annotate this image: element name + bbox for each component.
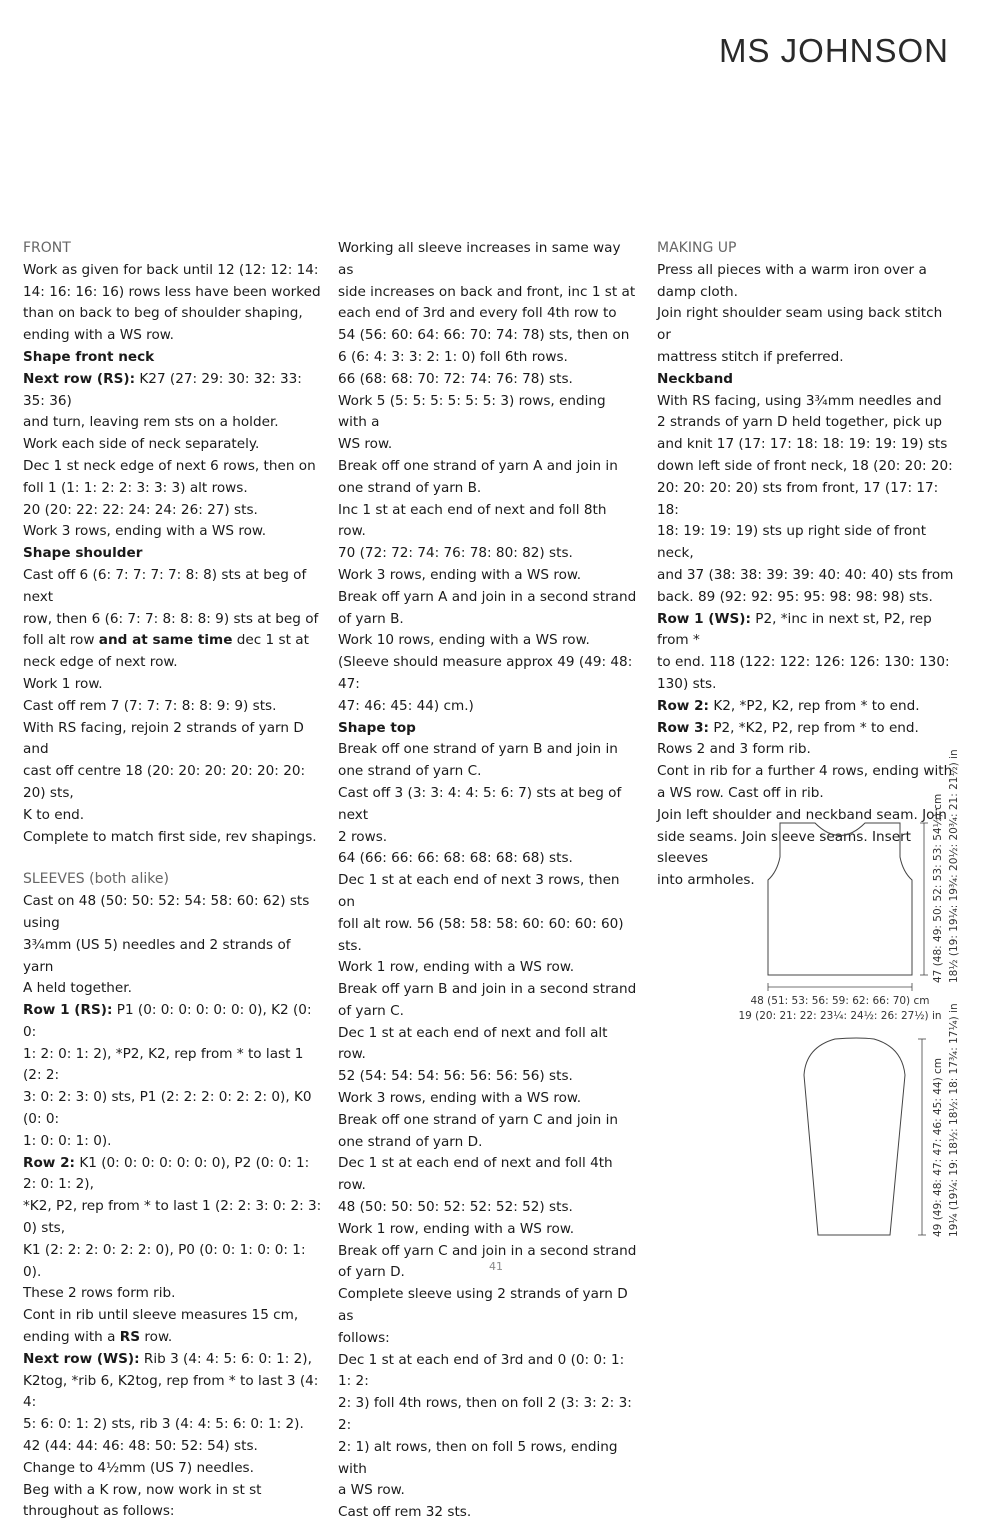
text-line: Working all sleeve increases in same way as: [338, 240, 621, 278]
text-line: foll 1 (1: 1: 2: 2: 3: 3: 3) alt rows.: [23, 479, 248, 496]
text-line: Rows 2 and 3 form rib.: [657, 741, 811, 758]
sleeves-heading: SLEEVES (both alike): [23, 871, 169, 888]
body-outline: [768, 823, 912, 975]
text-line: (Sleeve should measure approx 49 (49: 48: 47:: [338, 654, 633, 692]
text-line: Change to 4½mm (US 7) needles.: [23, 1459, 254, 1476]
text-line: 20: 20: 20: 20) sts from front, 17 (17: 17: 18:: [657, 479, 939, 518]
text-line: a WS row. Cast off in rib.: [657, 784, 824, 801]
making-up-heading: MAKING UP: [657, 240, 737, 256]
width-cm: 48 (51: 53: 56: 59: 62: 66: 70) cm: [750, 995, 930, 1007]
text-line: 2: 1) alt rows, then on foll 5 rows, ending with: [338, 1438, 618, 1477]
text-line: cast off centre 18 (20: 20: 20: 20: 20: 20: 20) sts,: [23, 763, 306, 801]
text-line: Cast off rem 7 (7: 7: 7: 8: 8: 9: 9) sts.: [23, 697, 277, 714]
text-line: throughout as follows:: [23, 1503, 175, 1520]
row1-rs: Row 1 (RS): P1 (0: 0: 0: 0: 0: 0: 0), K2 (0: 0:: [23, 1002, 312, 1040]
text-line: 3¾mm (US 5) needles and 2 strands of yarn: [23, 936, 291, 975]
body-length-in: 18½ (19: 19¼: 19¾: 20½: 20¾: 21: 21½) in: [948, 749, 960, 983]
text-line: Work 3 rows, ending with a WS row.: [23, 523, 267, 540]
neckband-row1: Row 1 (WS): P2, *inc in next st, P2, rep from *: [657, 610, 932, 649]
text-line: one strand of yarn C.: [338, 763, 482, 780]
neckband-row1-cont: to end. 118 (122: 122: 126: 126: 130: 130: 130) sts.: [657, 654, 950, 692]
text-line: one strand of yarn D.: [338, 1133, 483, 1150]
text-line: Cast off 6 (6: 7: 7: 7: 7: 8: 8) sts at beg of next: [23, 566, 307, 605]
text-line: Work 3 rows, ending with a WS row.: [338, 566, 582, 583]
neckband-row3: Row 3: P2, *K2, P2, rep from * to end.: [657, 719, 919, 736]
text-line: mattress stitch if preferred.: [657, 348, 844, 365]
page-number: 41: [489, 1260, 503, 1273]
sleeve-outline: [804, 1038, 905, 1235]
text-line: 2 strands of yarn D held together, pick up: [657, 414, 943, 431]
text-line: ending with a WS row.: [23, 327, 174, 344]
text-line: of yarn D.: [338, 1264, 405, 1281]
text-line: *K2, P2, rep from * to last 1 (2: 2: 3: 0: 2: 3: 0) sts,: [23, 1198, 322, 1237]
next-row-ws: Next row (WS): Rib 3 (4: 4: 5: 6: 0: 1: 2),: [23, 1350, 312, 1367]
text-line: row, then 6 (6: 7: 7: 8: 8: 8: 9) sts at beg of: [23, 610, 319, 627]
text-line: side seams. Join sleeve seams. Insert sleeves: [657, 828, 912, 867]
text-line: Work each side of neck separately.: [23, 436, 260, 453]
text-line: down left side of front neck, 18 (20: 20: 20:: [657, 457, 953, 474]
pattern-title: MS JOHNSON: [718, 32, 949, 69]
text-line: 1: 2: 0: 1: 2), *P2, K2, rep from * to last 1 (2: 2:: [23, 1045, 304, 1084]
text-line: 5: 6: 0: 1: 2) sts, rib 3 (4: 4: 5: 6: 0: 1: 2).: [23, 1416, 304, 1433]
text-line: follows:: [338, 1329, 390, 1346]
text-line: K2tog, *rib 6, K2tog, rep from * to last 3 (4: 4:: [23, 1372, 319, 1411]
front-heading: FRONT: [23, 240, 71, 256]
ws-lines: [23, 1371, 323, 1524]
text-line: Cast off rem 32 sts.: [338, 1504, 472, 1521]
text-line: These 2 rows form rib.: [23, 1285, 176, 1302]
text-line: and turn, leaving rem sts on a holder.: [23, 414, 279, 431]
text-line: Break off yarn B and join in a second strand: [338, 981, 637, 998]
neckband-row2: Row 2: K2, *P2, K2, rep from * to end.: [657, 697, 920, 714]
text-line: and 37 (38: 38: 39: 39: 40: 40: 40) sts from: [657, 566, 954, 583]
sleeve-length-in: 19¼ (19¼: 19: 18½: 18½: 18: 17¾: 17¼) in: [948, 1003, 960, 1237]
text-line: neck edge of next row.: [23, 654, 178, 671]
text-line: Break off yarn A and join in a second strand: [338, 588, 637, 605]
text-line: Work 5 (5: 5: 5: 5: 5: 5: 3) rows, ending with a: [338, 392, 606, 431]
text-line: 2: 3) foll 4th rows, then on foll 2 (3: 3: 2: 3: 2:: [338, 1395, 632, 1434]
body-length-cm: 47 (48: 49: 50: 52: 53: 53: 54½) cm: [932, 793, 944, 983]
text-line: Dec 1 st at each end of 3rd and 0 (0: 0: 1: 1: 2:: [338, 1351, 625, 1390]
text-line: Break off yarn C and join in a second strand: [338, 1242, 637, 1259]
text-line: each end of 3rd and every foll 4th row to: [338, 305, 617, 322]
text-line: Join right shoulder seam using back stitch or: [657, 305, 943, 344]
text-line: side increases on back and front, inc 1 st at: [338, 283, 636, 300]
text-line: Work 10 rows, ending with a WS row.: [338, 632, 590, 649]
text-line: 70 (72: 72: 74: 76: 78: 80: 82) sts.: [338, 545, 573, 562]
text-line: Dec 1 st neck edge of next 6 rows, then on: [23, 457, 316, 474]
text-line: Work 1 row, ending with a WS row.: [338, 1220, 575, 1237]
text-line: 66 (68: 68: 70: 72: 74: 76: 78) sts.: [338, 370, 573, 387]
text-line: foll alt row. 56 (58: 58: 58: 60: 60: 60: 60) sts.: [338, 915, 624, 954]
shape-top-heading: Shape top: [338, 719, 416, 736]
text-line: Work as given for back until 12 (12: 12: 14:: [23, 261, 319, 278]
text-line: and knit 17 (17: 17: 18: 18: 19: 19: 19) sts: [657, 436, 948, 453]
text-line: Press all pieces with a warm iron over a: [657, 261, 927, 278]
text-line: Cast off 3 (3: 3: 4: 4: 5: 6: 7) sts at beg of next: [338, 784, 622, 823]
text-line: 64 (66: 66: 66: 68: 68: 68: 68) sts.: [338, 850, 573, 867]
text-line: Beg with a K row, now work in st st: [23, 1481, 262, 1498]
text-line: Work 1 row.: [23, 675, 103, 692]
shoulder-alt-row: foll alt row and at same time dec 1 st at: [23, 632, 309, 649]
text-line: 42 (44: 44: 46: 48: 50: 52: 54) sts.: [23, 1438, 258, 1455]
neckband-heading: Neckband: [657, 370, 734, 387]
next-row-rs: Next row (RS): K27 (27: 29: 30: 32: 33: 35: 36): [23, 370, 302, 409]
text-line: K1 (2: 2: 2: 0: 2: 2: 0), P0 (0: 0: 1: 0: 0: 1: 0).: [23, 1241, 306, 1280]
text-line: Cast on 48 (50: 50: 52: 54: 58: 60: 62) sts using: [23, 893, 310, 931]
text-line: A held together.: [23, 980, 132, 997]
text-line: 1: 0: 0: 1: 0).: [23, 1132, 112, 1149]
text-line: Dec 1 st at each end of next and foll alt row.: [338, 1024, 608, 1063]
text-line: damp cloth.: [657, 283, 738, 300]
text-line: WS row.: [338, 436, 393, 453]
text-line: 2 rows.: [338, 828, 388, 845]
text-line: one strand of yarn B.: [338, 479, 482, 496]
text-line: of yarn B.: [338, 610, 404, 627]
text-line: Cont in rib until sleeve measures 15 cm,: [23, 1307, 299, 1324]
text-line: of yarn C.: [338, 1002, 404, 1019]
ending-rs-row: ending with a RS row.: [23, 1329, 173, 1346]
text-line: Complete to match first side, rev shapings.: [23, 828, 317, 845]
text-line: 52 (54: 54: 54: 56: 56: 56: 56) sts.: [338, 1068, 573, 1085]
text-line: Work 3 rows, ending with a WS row.: [338, 1090, 582, 1107]
text-line: into armholes.: [657, 872, 755, 889]
text-line: 14: 16: 16: 16) rows less have been worked: [23, 283, 321, 300]
text-line: Join left shoulder and neckband seam. Join: [657, 806, 947, 823]
shape-shoulder-heading: Shape shoulder: [23, 545, 143, 562]
text-line: With RS facing, rejoin 2 strands of yarn D and: [23, 719, 304, 758]
text-line: Break off one strand of yarn B and join in: [338, 741, 618, 758]
shape-front-neck-heading: Shape front neck: [23, 348, 155, 365]
text-line: 47: 46: 45: 44) cm.): [338, 697, 474, 714]
text-line: than on back to beg of shoulder shaping,: [23, 305, 303, 322]
text-line: 48 (50: 50: 50: 52: 52: 52: 52) sts.: [338, 1199, 573, 1216]
text-line: a WS row.: [338, 1482, 405, 1499]
width-in: 19 (20: 21: 22: 23¼: 24½: 26: 27½) in: [738, 1010, 942, 1022]
text-line: 6 (6: 4: 3: 3: 2: 1: 0) foll 6th rows.: [338, 348, 568, 365]
text-line: Break off one strand of yarn C and join in: [338, 1111, 619, 1128]
text-line: back. 89 (92: 92: 95: 95: 98: 98: 98) sts.: [657, 588, 933, 605]
row2: Row 2: K1 (0: 0: 0: 0: 0: 0: 0), P2 (0: 0: 1: 2: 0: 1: 2),: [23, 1154, 310, 1193]
text-line: Cont in rib for a further 4 rows, ending with: [657, 763, 953, 780]
text-line: Dec 1 st at each end of next and foll 4th row.: [338, 1155, 613, 1194]
text-line: K to end.: [23, 806, 85, 823]
text-line: Break off one strand of yarn A and join in: [338, 457, 618, 474]
text-line: 18: 19: 19: 19) sts up right side of front neck,: [657, 523, 927, 562]
text-line: Dec 1 st at each end of next 3 rows, then on: [338, 872, 620, 910]
text-line: With RS facing, using 3¾mm needles and: [657, 392, 942, 409]
text-line: 54 (56: 60: 64: 66: 70: 74: 78) sts, then on: [338, 327, 630, 344]
sleeve-length-cm: 49 (49: 48: 47: 47: 46: 45: 44) cm: [932, 1057, 944, 1237]
text-line: Work 1 row, ending with a WS row.: [338, 959, 575, 976]
text-line: Inc 1 st at each end of next and foll 8th row.: [338, 501, 607, 540]
text-line: 3: 0: 2: 3: 0) sts, P1 (2: 2: 2: 0: 2: 2: 0), K0 (0: 0:: [23, 1089, 312, 1128]
text-line: 20 (20: 22: 22: 24: 24: 26: 27) sts.: [23, 501, 258, 518]
text-line: Complete sleeve using 2 strands of yarn D as: [338, 1286, 628, 1325]
